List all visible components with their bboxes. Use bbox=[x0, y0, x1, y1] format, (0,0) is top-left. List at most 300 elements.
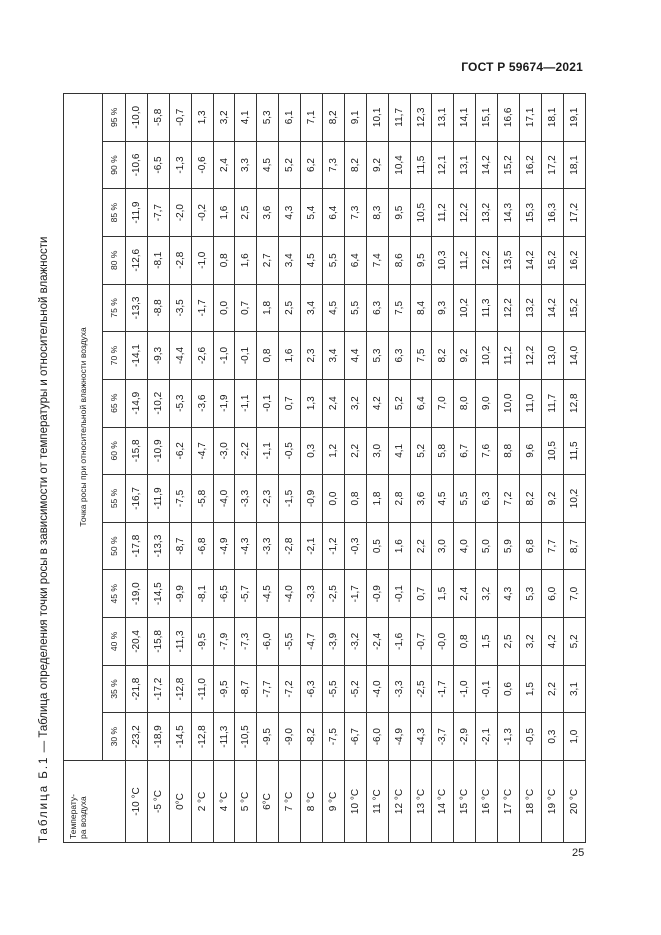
table-cell: -8,8 bbox=[147, 284, 169, 332]
table-cell: -12,8 bbox=[191, 713, 213, 761]
table-cell: 0,5 bbox=[366, 522, 388, 570]
header-humidity: 35 % bbox=[103, 665, 126, 713]
table-cell: -3,3 bbox=[388, 665, 410, 713]
table-cell: -0,1 bbox=[476, 665, 498, 713]
table-cell: -5,8 bbox=[191, 475, 213, 523]
table-cell: -7,7 bbox=[147, 189, 169, 237]
table-cell: 3,2 bbox=[520, 618, 542, 666]
header-humidity: 70 % bbox=[103, 332, 126, 380]
table-cell: -13,3 bbox=[147, 522, 169, 570]
row-temperature: 17 °С bbox=[498, 761, 520, 843]
table-cell: -13,3 bbox=[126, 284, 148, 332]
table-cell: 11,7 bbox=[388, 94, 410, 142]
row-temperature: 12 °С bbox=[388, 761, 410, 843]
table-cell: 0,8 bbox=[257, 332, 279, 380]
table-cell: -10,5 bbox=[235, 713, 257, 761]
table-cell: -2,8 bbox=[279, 522, 301, 570]
table-cell: 10,0 bbox=[498, 379, 520, 427]
table-cell: -6,3 bbox=[301, 665, 323, 713]
table-cell: 11,0 bbox=[520, 379, 542, 427]
table-cell: -4,9 bbox=[388, 713, 410, 761]
table-cell: 1,5 bbox=[432, 570, 454, 618]
table-cell: 12,8 bbox=[563, 379, 585, 427]
table-cell: 7,0 bbox=[563, 570, 585, 618]
table-cell: -18,9 bbox=[147, 713, 169, 761]
table-cell: 14,3 bbox=[498, 189, 520, 237]
table-row bbox=[279, 94, 301, 843]
table-cell: 11,2 bbox=[454, 236, 476, 284]
row-temperature: 19 °С bbox=[541, 761, 563, 843]
table-cell: 15,2 bbox=[541, 236, 563, 284]
table-cell: -12,6 bbox=[126, 236, 148, 284]
table-cell: 7,7 bbox=[541, 522, 563, 570]
table-cell: -15,8 bbox=[126, 427, 148, 475]
row-temperature: 2 °С bbox=[191, 761, 213, 843]
table-cell: -4,3 bbox=[410, 713, 432, 761]
row-temperature: 10 °С bbox=[344, 761, 366, 843]
table-cell: -3,6 bbox=[191, 379, 213, 427]
table-cell: -4,9 bbox=[213, 522, 235, 570]
header-humidity: 60 % bbox=[103, 427, 126, 475]
table-cell: -4,5 bbox=[257, 570, 279, 618]
row-temperature: 13 °С bbox=[410, 761, 432, 843]
table-cell: 3,0 bbox=[432, 522, 454, 570]
table-cell: -4,7 bbox=[301, 618, 323, 666]
table-cell: 0,3 bbox=[301, 427, 323, 475]
table-cell: -19,0 bbox=[126, 570, 148, 618]
table-cell: 18,1 bbox=[563, 141, 585, 189]
table-cell: 12,2 bbox=[498, 284, 520, 332]
table-cell: -4,0 bbox=[279, 570, 301, 618]
row-temperature: 18 °С bbox=[520, 761, 542, 843]
table-cell: -16,7 bbox=[126, 475, 148, 523]
table-cell: -9,3 bbox=[147, 332, 169, 380]
table-cell: -1,5 bbox=[279, 475, 301, 523]
table-cell: -7,5 bbox=[169, 475, 191, 523]
table-cell: 11,7 bbox=[541, 379, 563, 427]
table-body bbox=[126, 94, 586, 843]
table-cell: -1,7 bbox=[432, 665, 454, 713]
page-number: 25 bbox=[572, 847, 585, 859]
table-cell: 5,5 bbox=[344, 284, 366, 332]
table-cell: -23,2 bbox=[126, 713, 148, 761]
table-cell: -7,7 bbox=[257, 665, 279, 713]
table-cell: 8,6 bbox=[388, 236, 410, 284]
table-cell: 8,8 bbox=[498, 427, 520, 475]
table-cell: 10,3 bbox=[432, 236, 454, 284]
table-cell: 2,2 bbox=[410, 522, 432, 570]
table-cell: -4,3 bbox=[235, 522, 257, 570]
table-cell: 14,1 bbox=[454, 94, 476, 142]
header-air-temperature bbox=[64, 761, 126, 843]
table-cell: 3,6 bbox=[257, 189, 279, 237]
header-humidity: 40 % bbox=[103, 618, 126, 666]
table-cell: 9,3 bbox=[432, 284, 454, 332]
table-cell: -3,2 bbox=[344, 618, 366, 666]
table-cell: 1,8 bbox=[366, 475, 388, 523]
table-cell: -9,0 bbox=[279, 713, 301, 761]
table-cell: 0,0 bbox=[213, 284, 235, 332]
table-cell: -3,0 bbox=[213, 427, 235, 475]
table-cell: 5,9 bbox=[498, 522, 520, 570]
table-cell: 4,2 bbox=[541, 618, 563, 666]
table-cell: 4,1 bbox=[388, 427, 410, 475]
table-cell: -11,3 bbox=[213, 713, 235, 761]
table-cell: -0,6 bbox=[191, 141, 213, 189]
table-cell: 10,2 bbox=[563, 475, 585, 523]
table-cell: 17,2 bbox=[563, 189, 585, 237]
table-cell: 2,2 bbox=[541, 665, 563, 713]
table-cell: 10,2 bbox=[454, 284, 476, 332]
table-cell: -7,2 bbox=[279, 665, 301, 713]
table-cell: -1,7 bbox=[344, 570, 366, 618]
table-cell: 2,5 bbox=[498, 618, 520, 666]
row-temperature: 9 °С bbox=[323, 761, 345, 843]
table-cell: 5,5 bbox=[454, 475, 476, 523]
table-cell: -1,0 bbox=[191, 236, 213, 284]
table-cell: 12,2 bbox=[520, 332, 542, 380]
dew-point-table bbox=[63, 93, 586, 843]
table-cell: 18,1 bbox=[541, 94, 563, 142]
table-cell: -20,4 bbox=[126, 618, 148, 666]
table-cell: 16,3 bbox=[541, 189, 563, 237]
table-cell: 8,7 bbox=[563, 522, 585, 570]
table-cell: 7,5 bbox=[388, 284, 410, 332]
table-cell: -0,1 bbox=[235, 332, 257, 380]
table-cell: 6,1 bbox=[279, 94, 301, 142]
table-cell: -2,1 bbox=[476, 713, 498, 761]
row-temperature: 6°С bbox=[257, 761, 279, 843]
table-cell: 11,2 bbox=[498, 332, 520, 380]
table-cell: 4,2 bbox=[366, 379, 388, 427]
table-cell: -1,3 bbox=[169, 141, 191, 189]
table-cell: 1,6 bbox=[213, 189, 235, 237]
table-cell: 6,4 bbox=[410, 379, 432, 427]
table-cell: 7,4 bbox=[366, 236, 388, 284]
table-cell: 17,1 bbox=[520, 94, 542, 142]
row-temperature: -10 °С bbox=[126, 761, 148, 843]
table-row bbox=[366, 94, 388, 843]
table-cell: -9,5 bbox=[213, 665, 235, 713]
table-cell: 16,2 bbox=[520, 141, 542, 189]
table-cell: -8,7 bbox=[235, 665, 257, 713]
table-row bbox=[476, 94, 498, 843]
table-cell: 13,2 bbox=[476, 189, 498, 237]
table-cell: -3,3 bbox=[257, 522, 279, 570]
table-row bbox=[454, 94, 476, 843]
table-cell: 11,5 bbox=[410, 141, 432, 189]
table-cell: -4,0 bbox=[366, 665, 388, 713]
table-cell: 5,2 bbox=[563, 618, 585, 666]
table-cell: -2,0 bbox=[169, 189, 191, 237]
table-cell: -2,5 bbox=[323, 570, 345, 618]
table-cell: -8,1 bbox=[191, 570, 213, 618]
table-cell: 2,5 bbox=[235, 189, 257, 237]
table-cell: -3,3 bbox=[301, 570, 323, 618]
table-cell: 15,3 bbox=[520, 189, 542, 237]
table-cell: 10,4 bbox=[388, 141, 410, 189]
table-cell: 4,5 bbox=[432, 475, 454, 523]
header-humidity: 80 % bbox=[103, 236, 126, 284]
table-cell: 13,0 bbox=[541, 332, 563, 380]
table-cell: -21,8 bbox=[126, 665, 148, 713]
header-humidity: 85 % bbox=[103, 189, 126, 237]
header-humidity: 30 % bbox=[103, 713, 126, 761]
table-cell: -4,7 bbox=[191, 427, 213, 475]
table-cell: 3,2 bbox=[344, 379, 366, 427]
table-cell: 14,0 bbox=[563, 332, 585, 380]
table-cell: -6,8 bbox=[191, 522, 213, 570]
table-cell: 4,3 bbox=[498, 570, 520, 618]
table-cell: 6,3 bbox=[476, 475, 498, 523]
table-cell: 15,1 bbox=[476, 94, 498, 142]
table-cell: 6,4 bbox=[344, 236, 366, 284]
table-cell: 8,2 bbox=[344, 141, 366, 189]
table-cell: 1,5 bbox=[476, 618, 498, 666]
table-cell: 3,1 bbox=[563, 665, 585, 713]
table-header-row-humidity bbox=[103, 94, 126, 843]
table-cell: 12,1 bbox=[432, 141, 454, 189]
table-cell: -1,9 bbox=[213, 379, 235, 427]
table-cell: 4,3 bbox=[279, 189, 301, 237]
table-cell: 5,3 bbox=[257, 94, 279, 142]
table-cell: -10,0 bbox=[126, 94, 148, 142]
table-cell: -2,8 bbox=[169, 236, 191, 284]
table-cell: -0,9 bbox=[366, 570, 388, 618]
table-cell: 3,2 bbox=[213, 94, 235, 142]
table-cell: 2,3 bbox=[301, 332, 323, 380]
table-cell: -3,7 bbox=[432, 713, 454, 761]
table-cell: 3,3 bbox=[235, 141, 257, 189]
table-cell: 17,2 bbox=[541, 141, 563, 189]
table-row bbox=[235, 94, 257, 843]
table-cell: -10,9 bbox=[147, 427, 169, 475]
table-row bbox=[213, 94, 235, 843]
row-temperature: 20 °С bbox=[563, 761, 585, 843]
table-cell: 1,3 bbox=[191, 94, 213, 142]
table-cell: -10,6 bbox=[126, 141, 148, 189]
table-cell: -11,9 bbox=[147, 475, 169, 523]
table-cell: -1,7 bbox=[191, 284, 213, 332]
table-cell: -1,1 bbox=[235, 379, 257, 427]
table-cell: -3,9 bbox=[323, 618, 345, 666]
table-cell: 1,0 bbox=[563, 713, 585, 761]
table-cell: -5,8 bbox=[147, 94, 169, 142]
table-cell: -5,2 bbox=[344, 665, 366, 713]
table-cell: -4,4 bbox=[169, 332, 191, 380]
table-row bbox=[410, 94, 432, 843]
table-cell: -3,5 bbox=[169, 284, 191, 332]
table-cell: -7,5 bbox=[323, 713, 345, 761]
table-cell: 7,0 bbox=[432, 379, 454, 427]
table-cell: 5,3 bbox=[520, 570, 542, 618]
table-cell: 15,2 bbox=[498, 141, 520, 189]
table-caption bbox=[38, 83, 50, 843]
header-air-temperature-label: Температу- ра воздуха bbox=[68, 794, 88, 839]
table-cell: 0,0 bbox=[323, 475, 345, 523]
table-cell: 13,5 bbox=[498, 236, 520, 284]
table-row bbox=[323, 94, 345, 843]
table-cell: 7,6 bbox=[476, 427, 498, 475]
dew-point-table-container bbox=[63, 93, 586, 843]
table-cell: 13,1 bbox=[432, 94, 454, 142]
table-cell: 8,4 bbox=[410, 284, 432, 332]
table-cell: -14,9 bbox=[126, 379, 148, 427]
table-cell: 9,2 bbox=[541, 475, 563, 523]
table-cell: 6,0 bbox=[541, 570, 563, 618]
table-cell: 1,5 bbox=[520, 665, 542, 713]
table-cell: -11,3 bbox=[169, 618, 191, 666]
table-cell: 0,7 bbox=[279, 379, 301, 427]
table-cell: -17,2 bbox=[147, 665, 169, 713]
table-cell: 1,6 bbox=[279, 332, 301, 380]
table-cell: -17,8 bbox=[126, 522, 148, 570]
table-cell: 6,4 bbox=[323, 189, 345, 237]
header-humidity: 95 % bbox=[103, 94, 126, 142]
table-cell: -10,2 bbox=[147, 379, 169, 427]
table-cell: 5,2 bbox=[410, 427, 432, 475]
table-cell: -2,6 bbox=[191, 332, 213, 380]
row-temperature: 16 °С bbox=[476, 761, 498, 843]
table-cell: 5,2 bbox=[388, 379, 410, 427]
table-cell: -2,1 bbox=[301, 522, 323, 570]
header-humidity: 50 % bbox=[103, 522, 126, 570]
table-cell: 1,2 bbox=[323, 427, 345, 475]
table-cell: 12,3 bbox=[410, 94, 432, 142]
table-cell: -0,7 bbox=[169, 94, 191, 142]
table-cell: -0,5 bbox=[279, 427, 301, 475]
table-cell: 0,6 bbox=[498, 665, 520, 713]
table-cell: 9,6 bbox=[520, 427, 542, 475]
row-temperature: 5 °С bbox=[235, 761, 257, 843]
table-cell: 5,2 bbox=[279, 141, 301, 189]
table-row bbox=[126, 94, 148, 843]
table-cell: 14,2 bbox=[476, 141, 498, 189]
table-cell: -0,1 bbox=[257, 379, 279, 427]
table-row bbox=[169, 94, 191, 843]
row-temperature: 14 °С bbox=[432, 761, 454, 843]
table-cell: 2,4 bbox=[454, 570, 476, 618]
table-cell: -8,1 bbox=[147, 236, 169, 284]
table-cell: -7,3 bbox=[235, 618, 257, 666]
table-row bbox=[432, 94, 454, 843]
table-cell: 10,2 bbox=[476, 332, 498, 380]
table-cell: -12,8 bbox=[169, 665, 191, 713]
table-cell: -14,1 bbox=[126, 332, 148, 380]
row-temperature: 8 °С bbox=[301, 761, 323, 843]
table-cell: -1,2 bbox=[323, 522, 345, 570]
table-cell: 5,8 bbox=[432, 427, 454, 475]
row-temperature: 15 °С bbox=[454, 761, 476, 843]
table-cell: -9,5 bbox=[191, 618, 213, 666]
table-row bbox=[498, 94, 520, 843]
table-cell: 0,8 bbox=[344, 475, 366, 523]
table-cell: 8,2 bbox=[432, 332, 454, 380]
table-cell: -6,5 bbox=[147, 141, 169, 189]
table-cell: -0,9 bbox=[301, 475, 323, 523]
table-row bbox=[147, 94, 169, 843]
table-cell: 10,5 bbox=[541, 427, 563, 475]
header-humidity: 55 % bbox=[103, 475, 126, 523]
table-cell: -1,0 bbox=[454, 665, 476, 713]
table-cell: 0,8 bbox=[454, 618, 476, 666]
table-cell: 3,0 bbox=[366, 427, 388, 475]
table-cell: 13,2 bbox=[520, 284, 542, 332]
table-cell: 12,2 bbox=[476, 236, 498, 284]
table-cell: 2,7 bbox=[257, 236, 279, 284]
table-cell: 0,7 bbox=[235, 284, 257, 332]
table-cell: -5,3 bbox=[169, 379, 191, 427]
header-humidity: 90 % bbox=[103, 141, 126, 189]
table-cell: -0,3 bbox=[344, 522, 366, 570]
table-cell: -9,5 bbox=[257, 713, 279, 761]
table-cell: -14,5 bbox=[169, 713, 191, 761]
table-cell: -1,6 bbox=[388, 618, 410, 666]
table-cell: 6,8 bbox=[520, 522, 542, 570]
table-cell: -2,3 bbox=[257, 475, 279, 523]
table-cell: -5,5 bbox=[323, 665, 345, 713]
table-cell: 8,2 bbox=[323, 94, 345, 142]
table-cell: 7,2 bbox=[498, 475, 520, 523]
table-cell: 1,6 bbox=[388, 522, 410, 570]
table-cell: 9,2 bbox=[366, 141, 388, 189]
table-cell: 5,3 bbox=[366, 332, 388, 380]
table-row bbox=[541, 94, 563, 843]
table-cell: -3,3 bbox=[235, 475, 257, 523]
table-row bbox=[191, 94, 213, 843]
table-cell: 16,6 bbox=[498, 94, 520, 142]
table-cell: 3,2 bbox=[476, 570, 498, 618]
table-row bbox=[388, 94, 410, 843]
table-cell: 2,4 bbox=[323, 379, 345, 427]
table-cell: -2,9 bbox=[454, 713, 476, 761]
table-cell: -6,5 bbox=[213, 570, 235, 618]
table-cell: -4,0 bbox=[213, 475, 235, 523]
table-row bbox=[301, 94, 323, 843]
table-cell: -1,3 bbox=[498, 713, 520, 761]
table-cell: 4,0 bbox=[454, 522, 476, 570]
table-cell: -11,0 bbox=[191, 665, 213, 713]
table-cell: 16,2 bbox=[563, 236, 585, 284]
table-row bbox=[520, 94, 542, 843]
table-cell: 8,2 bbox=[520, 475, 542, 523]
table-cell: 9,5 bbox=[388, 189, 410, 237]
table-cell: 7,5 bbox=[410, 332, 432, 380]
table-cell: -7,9 bbox=[213, 618, 235, 666]
table-cell: 10,5 bbox=[410, 189, 432, 237]
table-row bbox=[344, 94, 366, 843]
table-cell: -0,5 bbox=[520, 713, 542, 761]
table-cell: 14,2 bbox=[520, 236, 542, 284]
table-cell: -6,2 bbox=[169, 427, 191, 475]
table-cell: 9,1 bbox=[344, 94, 366, 142]
table-cell: 19,1 bbox=[563, 94, 585, 142]
table-cell: 7,1 bbox=[301, 94, 323, 142]
table-cell: 14,2 bbox=[541, 284, 563, 332]
table-caption-text: — Таблица определения точки росы в зависимости от температуры и относительной влажности bbox=[38, 236, 50, 756]
table-caption-label: Таблица Б.1 bbox=[38, 755, 50, 843]
table-cell: 2,4 bbox=[213, 141, 235, 189]
table-cell: 1,6 bbox=[235, 236, 257, 284]
table-cell: 4,1 bbox=[235, 94, 257, 142]
table-cell: -14,5 bbox=[147, 570, 169, 618]
row-temperature: 0°С bbox=[169, 761, 191, 843]
table-cell: 4,5 bbox=[323, 284, 345, 332]
table-cell: -2,2 bbox=[235, 427, 257, 475]
table-cell: 6,3 bbox=[366, 284, 388, 332]
table-row bbox=[563, 94, 585, 843]
table-cell: 11,2 bbox=[432, 189, 454, 237]
